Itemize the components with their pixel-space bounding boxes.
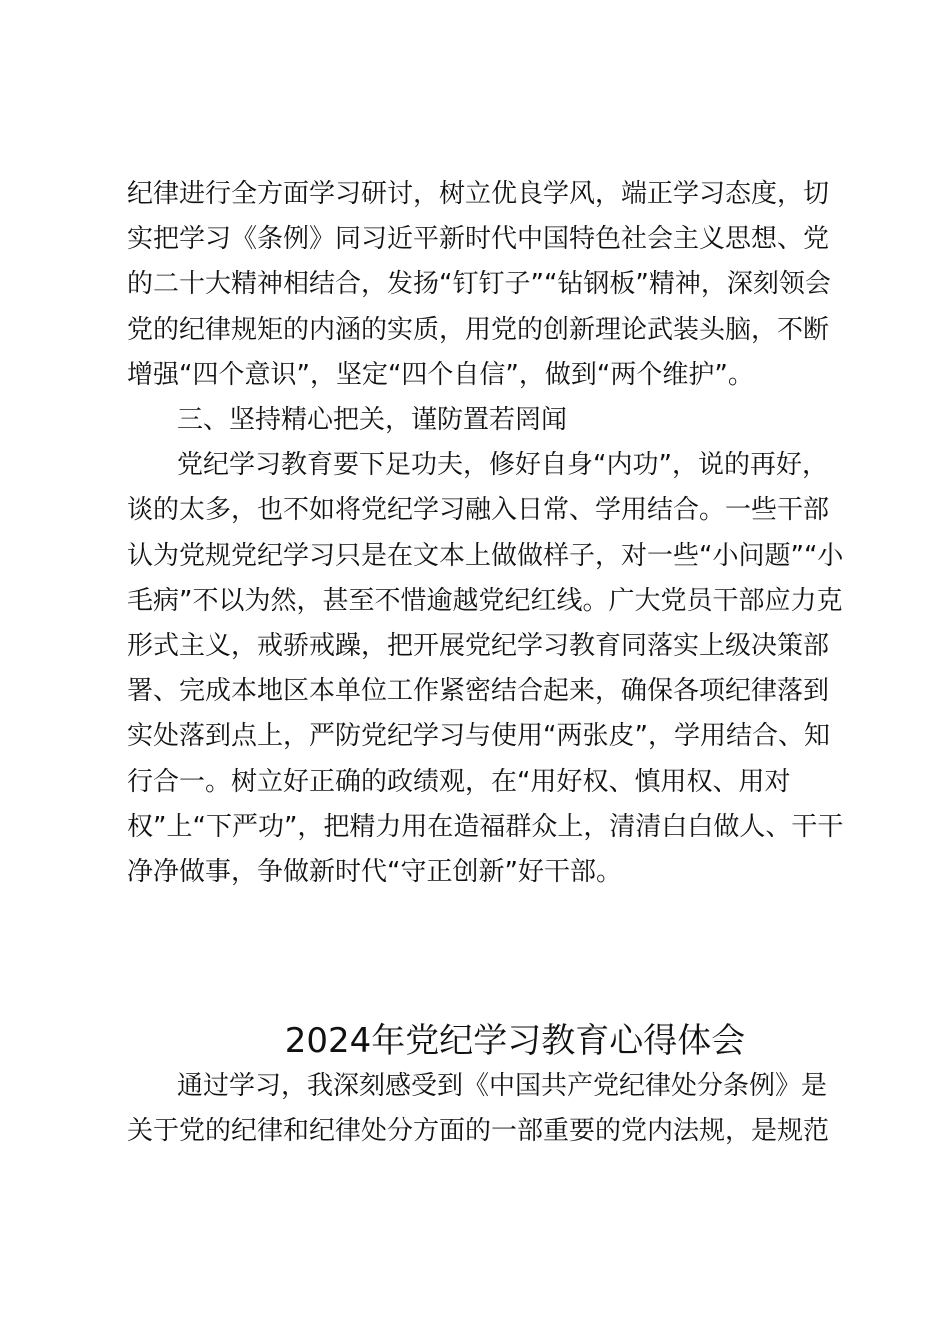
document-title: 2024年党纪学习教育心得体会 [284,1021,746,1061]
text-line: 纪律进行全方面学习研讨，树立优良学风，端正学习态度，切 [127,179,830,209]
section-three [127,398,847,895]
text-line: 增强“四个意识”，坚定“四个自信”，做到“两个维护”。 [127,359,754,390]
text-line: 关于党的纪律和纪律处分方面的一部重要的党内法规，是规范 [127,1116,830,1147]
text-line: 形式主义，戒骄戒躁，把开展党纪学习教育同落实上级决策部 [127,630,830,661]
text-line: 实把学习《条例》同习近平新时代中国特色社会主义思想、党 [127,224,830,255]
text-line: 行合一。树立好正确的政绩观，在“用好权、慎用权、用对 [127,766,791,797]
text-line: 权”上“下严功”，把精力用在造福群众上，清清白白做人、干干 [127,811,844,842]
text-line: 党的纪律规矩的内涵的实质，用党的创新理论武装头脑，不断 [127,314,830,345]
text-line: 毛病”不以为然，甚至不惜逾越党纪红线。广大党员干部应力克 [127,585,843,616]
text-line: 谈的太多，也不如将党纪学习融入日常、学用结合。一些干部 [127,495,830,526]
text-line: 净净做事，争做新时代“守正创新”好干部。 [127,856,622,887]
text-line: 实处落到点上，严防党纪学习与使用“两张皮”，学用结合、知 [127,721,830,752]
text-line: 认为党规党纪学习只是在文本上做做样子，对一些“小问题”“小 [127,540,844,571]
section-heading: 三、坚持精心把关，谨防置若罔闻 [177,405,568,435]
text-line: 署、完成本地区本单位工作紧密结合起来，确保各项纪律落到 [127,676,830,707]
text-line: 的二十大精神相结合，发扬“钉钉子”“钻钢板”精神，深刻领会 [127,269,831,300]
text-line: 通过学习，我深刻感受到《中国共产党纪律处分条例》是 [177,1071,828,1101]
text-line: 党纪学习教育要下足功夫，修好自身“内功”，说的再好， [177,450,828,481]
opening-paragraph [127,1064,847,1154]
continuation-paragraph [127,172,847,398]
